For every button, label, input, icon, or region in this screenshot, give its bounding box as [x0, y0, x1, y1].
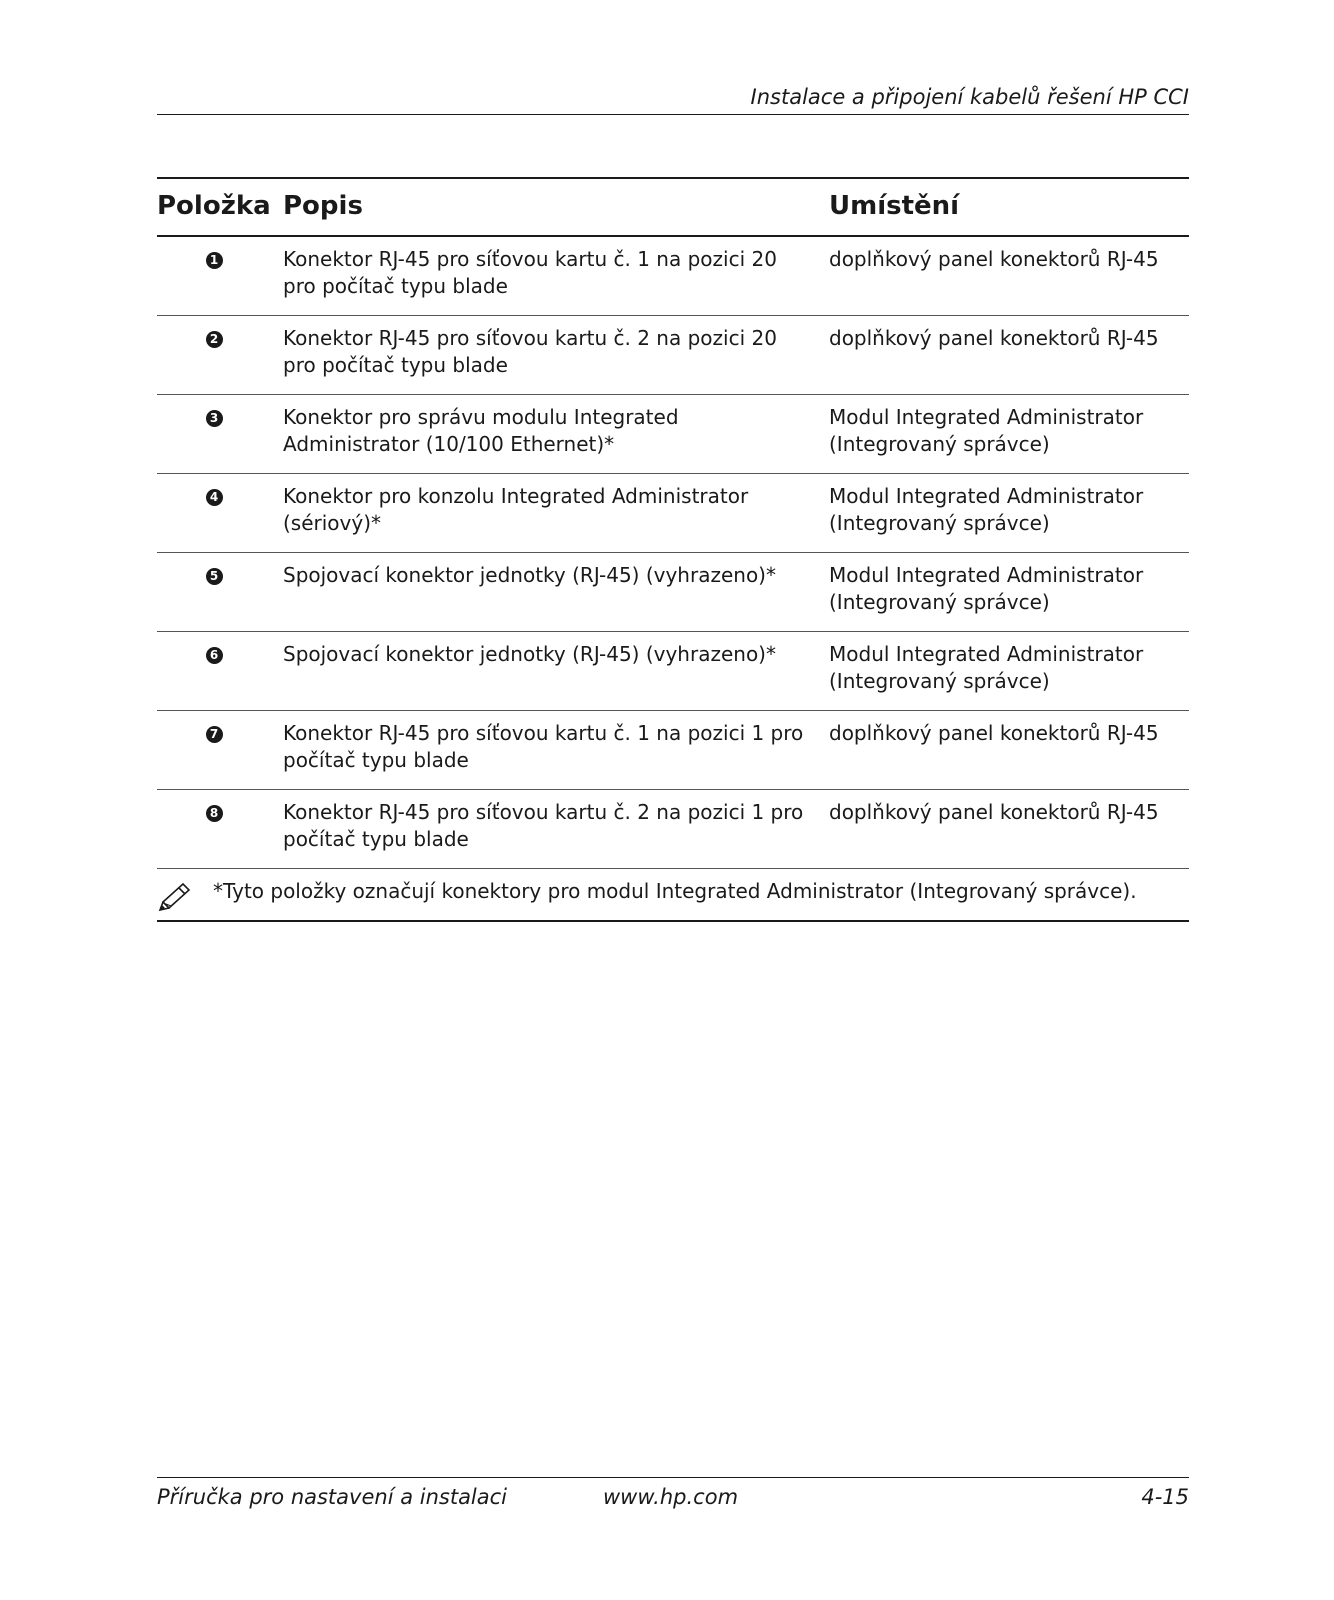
footer-rule — [157, 1477, 1189, 1478]
item-number-marker — [201, 484, 227, 510]
row-location: Modul Integrated Administrator (Integrovaný správce) — [829, 405, 1144, 456]
footer-manual-title: Příručka pro nastavení a instalaci — [157, 1485, 508, 1509]
row-location: Modul Integrated Administrator (Integrovaný správce) — [829, 484, 1144, 535]
item-number: 6 — [206, 647, 223, 664]
pencil-note-icon — [157, 878, 197, 912]
table-row — [157, 395, 1189, 474]
footer-website-link[interactable]: www.hp.com — [603, 1485, 739, 1509]
item-number-marker — [201, 800, 227, 826]
table-row — [157, 553, 1189, 632]
row-description: Konektor RJ-45 pro síťovou kartu č. 2 na pozici 1 pro počítač typu blade — [283, 800, 804, 851]
column-header-location: Umístění — [829, 191, 960, 221]
table-row — [157, 711, 1189, 790]
page-number: 4-15 — [1141, 1485, 1189, 1509]
item-number-marker — [201, 721, 227, 747]
item-number-marker — [201, 563, 227, 589]
row-location: doplňkový panel konektorů RJ-45 — [829, 326, 1159, 350]
row-location: doplňkový panel konektorů RJ-45 — [829, 247, 1159, 271]
item-number-marker — [201, 247, 227, 273]
column-header-description: Popis — [283, 191, 363, 221]
connector-table — [157, 177, 1189, 922]
item-number-marker — [201, 642, 227, 668]
row-location: Modul Integrated Administrator (Integrovaný správce) — [829, 563, 1144, 614]
item-number: 4 — [206, 489, 223, 506]
table-row — [157, 790, 1189, 869]
table-row — [157, 632, 1189, 711]
row-description: Konektor RJ-45 pro síťovou kartu č. 2 na pozici 20 pro počítač typu blade — [283, 326, 777, 377]
table-row — [157, 474, 1189, 553]
row-description: Konektor RJ-45 pro síťovou kartu č. 1 na pozici 1 pro počítač typu blade — [283, 721, 804, 772]
item-number: 5 — [206, 568, 223, 585]
row-description: Spojovací konektor jednotky (RJ-45) (vyhrazeno)* — [283, 563, 776, 587]
table-footnote — [157, 869, 1189, 922]
item-number: 7 — [206, 726, 223, 743]
running-header: Instalace a připojení kabelů řešení HP CCI — [750, 85, 1189, 109]
footnote-text: *Tyto položky označují konektory pro modul Integrated Administrator (Integrovaný správce). — [213, 879, 1137, 903]
item-number: 8 — [206, 805, 223, 822]
item-number: 1 — [206, 252, 223, 269]
table-row — [157, 237, 1189, 316]
row-location: doplňkový panel konektorů RJ-45 — [829, 800, 1159, 824]
item-number: 2 — [206, 331, 223, 348]
column-header-item: Položka — [157, 191, 271, 221]
row-location: doplňkový panel konektorů RJ-45 — [829, 721, 1159, 745]
row-description: Konektor pro konzolu Integrated Administrator (sériový)* — [283, 484, 749, 535]
item-number-marker — [201, 326, 227, 352]
item-number-marker — [201, 405, 227, 431]
item-number: 3 — [206, 410, 223, 427]
header-rule — [157, 114, 1189, 115]
table-header — [157, 177, 1189, 237]
row-description: Konektor pro správu modulu Integrated Administrator (10/100 Ethernet)* — [283, 405, 679, 456]
row-description: Konektor RJ-45 pro síťovou kartu č. 1 na pozici 20 pro počítač typu blade — [283, 247, 777, 298]
row-description: Spojovací konektor jednotky (RJ-45) (vyhrazeno)* — [283, 642, 776, 666]
table-row — [157, 316, 1189, 395]
row-location: Modul Integrated Administrator (Integrovaný správce) — [829, 642, 1144, 693]
